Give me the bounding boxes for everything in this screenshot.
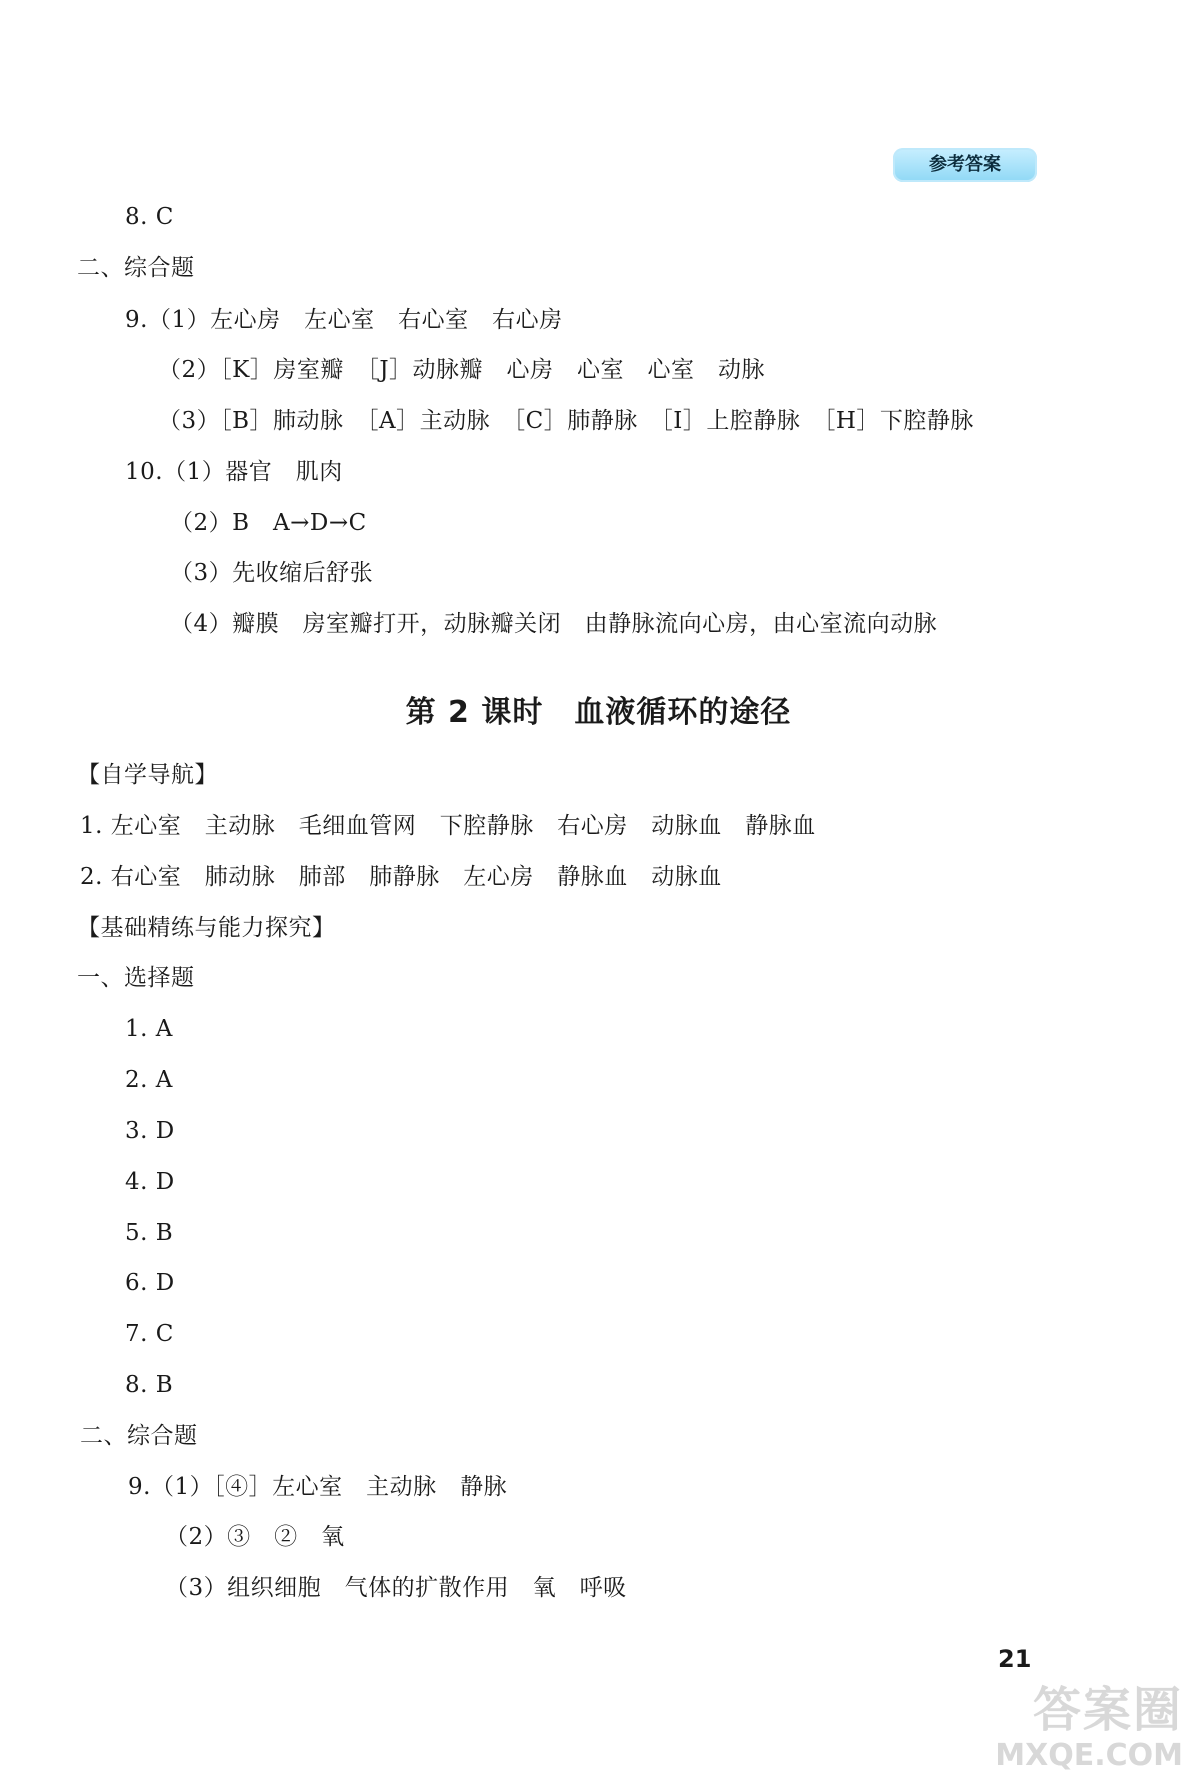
answer-line: 9.（1）［④］左心室 主动脉 静脉 xyxy=(128,1474,508,1500)
section-heading: 二、综合题 xyxy=(77,255,195,281)
answer-line: 7. C xyxy=(125,1321,174,1347)
section-heading: 【自学导航】 xyxy=(77,762,218,788)
section-heading: 二、综合题 xyxy=(80,1423,198,1449)
answer-line: （2）［K］房室瓣 ［J］动脉瓣 心房 心室 心室 动脉 xyxy=(158,357,766,383)
answer-line: （2）B A→D→C xyxy=(170,510,367,536)
answer-line: （3）［B］肺动脉 ［A］主动脉 ［C］肺静脉 ［I］上腔静脉 ［H］下腔静脉 xyxy=(158,408,974,434)
answer-line: （3）先收缩后舒张 xyxy=(170,560,374,586)
answer-line: 5. B xyxy=(125,1220,174,1246)
answer-line: 10.（1）器官 肌肉 xyxy=(125,459,343,485)
answer-line: 2. A xyxy=(125,1067,173,1093)
answer-line: 9.（1）左心房 左心室 右心室 右心房 xyxy=(125,307,563,333)
answer-line: （3）组织细胞 气体的扩散作用 氧 呼吸 xyxy=(165,1575,627,1601)
answer-line: 8. B xyxy=(125,1372,174,1398)
section-heading: 一、选择题 xyxy=(77,965,195,991)
answer-line: 8. C xyxy=(125,204,174,230)
answer-line: 1. 左心室 主动脉 毛细血管网 下腔静脉 右心房 动脉血 静脉血 xyxy=(80,813,816,839)
answer-key-badge: 参考答案 xyxy=(893,148,1037,182)
answer-line: 2. 右心室 肺动脉 肺部 肺静脉 左心房 静脉血 动脉血 xyxy=(80,864,722,890)
answer-line: 1. A xyxy=(125,1016,173,1042)
watermark-text: 答案圈 xyxy=(1032,1682,1183,1738)
watermark-url: MXQE.COM xyxy=(995,1738,1183,1773)
answer-line: （2）③ ② 氧 xyxy=(165,1524,345,1550)
lesson-title: 第 2 课时 血液循环的途径 xyxy=(405,695,792,730)
section-heading: 【基础精练与能力探究】 xyxy=(77,915,336,941)
watermark-logo xyxy=(993,1682,1183,1786)
answer-line: （4）瓣膜 房室瓣打开，动脉瓣关闭 由静脉流向心房，由心室流向动脉 xyxy=(170,611,938,637)
answer-line: 6. D xyxy=(125,1270,175,1296)
page-number: 21 xyxy=(998,1645,1032,1673)
answer-line: 4. D xyxy=(125,1169,175,1195)
answer-line: 3. D xyxy=(125,1118,175,1144)
